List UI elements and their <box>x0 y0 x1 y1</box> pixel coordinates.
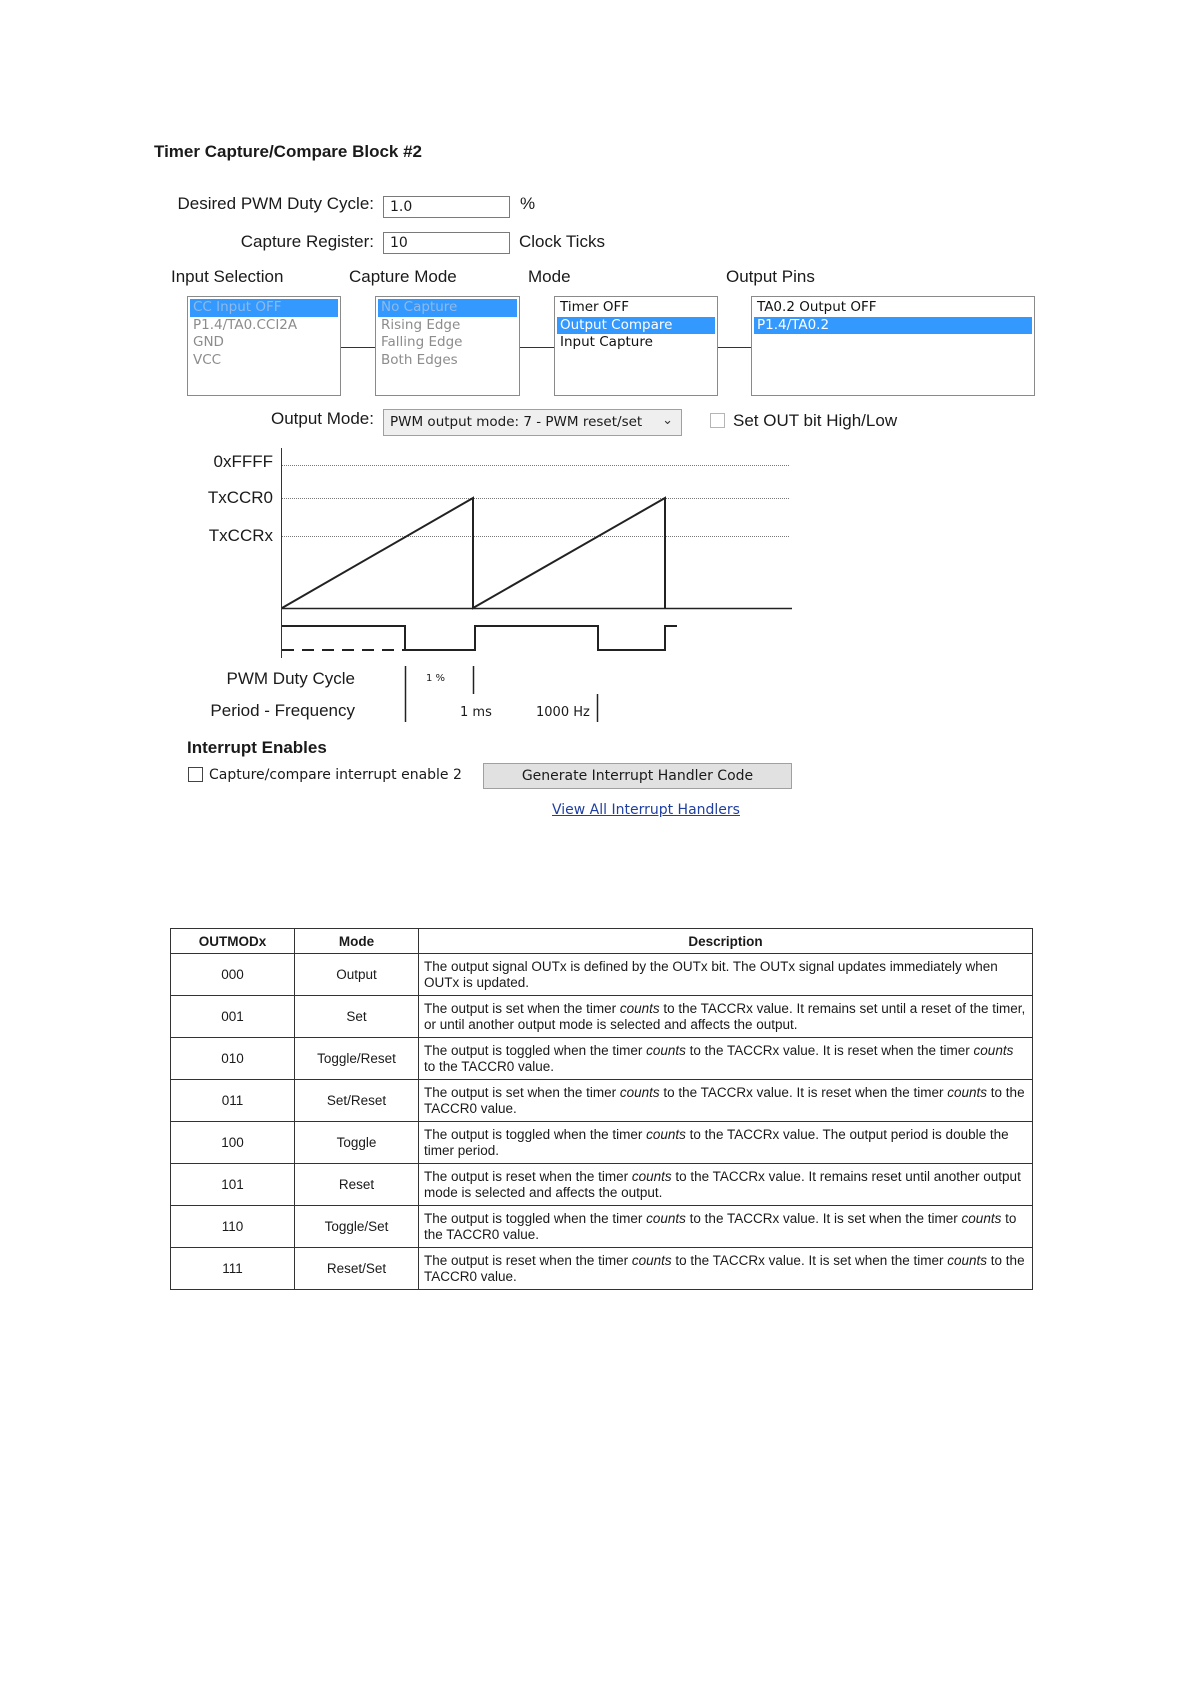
description-text: to the TACCRx value. It is set when the timer <box>671 1252 948 1268</box>
description-cell <box>419 1164 1033 1206</box>
description-cell <box>419 1122 1033 1164</box>
mode-cell: Output <box>295 954 419 996</box>
description-text: to the TACCRx value. It is reset when the timer <box>685 1042 974 1058</box>
table-row <box>171 1248 1033 1290</box>
interrupt-enable-checkbox[interactable] <box>188 767 203 782</box>
description-text: to the TACCRx value. It remains set until a reset of the timer, or until another output mode is selected and affects the output. <box>424 1000 1026 1032</box>
period-frequency-label: Period - Frequency <box>210 701 355 720</box>
table-row <box>171 1038 1033 1080</box>
interrupt-enables-title: Interrupt Enables <box>187 738 327 757</box>
mode-cell: Reset <box>295 1164 419 1206</box>
outmod-code-cell: 010 <box>171 1038 295 1080</box>
table-row <box>171 1080 1033 1122</box>
pwm-output-waveform <box>282 626 677 650</box>
description-text: to the TACCRx value. It is reset when the timer <box>659 1084 948 1100</box>
list-item[interactable]: Timer OFF <box>560 299 630 315</box>
capture-register-unit: Clock Ticks <box>519 232 605 251</box>
duty-cycle-label: Desired PWM Duty Cycle: <box>177 194 374 213</box>
description-text: The output is reset when the timer <box>424 1252 632 1268</box>
table-row <box>171 996 1033 1038</box>
emphasis-text: counts <box>947 1084 988 1100</box>
pwm-duty-cycle-value: 1 % <box>426 673 446 684</box>
emphasis-text: counts <box>947 1252 988 1268</box>
table-body <box>171 954 1033 1290</box>
outmod-code-cell: 001 <box>171 996 295 1038</box>
header-outmodx: OUTMODx <box>171 929 295 954</box>
list-item[interactable]: Input Capture <box>560 334 653 350</box>
list-item[interactable]: VCC <box>193 351 222 368</box>
table-row <box>171 1206 1033 1248</box>
list-item[interactable]: Both Edges <box>381 351 458 368</box>
emphasis-text: counts <box>619 1000 660 1016</box>
description-text: to the TACCR0 value. <box>424 1084 1025 1116</box>
period-value: 1 ms <box>460 705 492 720</box>
description-text: to the TACCRx value. The output period is double the timer period. <box>424 1126 1009 1158</box>
outmod-code-cell: 111 <box>171 1248 295 1290</box>
description-text: The output signal OUTx is defined by the OUTx bit. The OUTx signal updates immediately when OUTx is updated. <box>424 958 998 990</box>
description-text: The output is set when the timer <box>424 1000 620 1016</box>
outmod-table <box>170 928 1033 1290</box>
description-cell <box>419 1206 1033 1248</box>
pwm-duty-cycle-label: PWM Duty Cycle <box>226 669 355 688</box>
interrupt-enable-label: Capture/compare interrupt enable 2 <box>209 767 462 783</box>
table-row <box>171 954 1033 996</box>
mode-cell: Set <box>295 996 419 1038</box>
output-mode-label: Output Mode: <box>270 409 374 428</box>
capture-mode-label: Capture Mode <box>349 267 457 286</box>
outmod-code-cell: 011 <box>171 1080 295 1122</box>
description-cell <box>419 996 1033 1038</box>
mode-cell: Toggle/Set <box>295 1206 419 1248</box>
list-item[interactable]: P1.4/TA0.2 <box>754 317 1032 335</box>
list-item[interactable]: Rising Edge <box>381 316 461 333</box>
chevron-down-icon: ⌄ <box>662 413 673 428</box>
capture-register-label: Capture Register: <box>240 232 374 251</box>
mode-cell: Set/Reset <box>295 1080 419 1122</box>
view-all-interrupt-handlers-link[interactable]: View All Interrupt Handlers <box>552 802 740 818</box>
header-description: Description <box>419 929 1033 954</box>
generate-interrupt-handler-button[interactable]: Generate Interrupt Handler Code <box>483 763 792 789</box>
table-header-row <box>171 929 1033 954</box>
list-item[interactable]: No Capture <box>378 299 517 317</box>
emphasis-text: counts <box>646 1210 686 1226</box>
frequency-value: 1000 Hz <box>536 705 590 720</box>
description-cell <box>419 1080 1033 1122</box>
description-text: to the TACCRx value. It is set when the timer <box>685 1210 962 1226</box>
level-label-ccr0: TxCCR0 <box>207 488 273 507</box>
description-text: to the TACCR0 value. <box>424 1058 555 1074</box>
description-cell <box>419 954 1033 996</box>
mode-label: Mode <box>528 267 571 286</box>
list-item[interactable]: TA0.2 Output OFF <box>757 299 877 315</box>
description-text: The output is toggled when the timer <box>424 1042 647 1058</box>
description-cell <box>419 1248 1033 1290</box>
emphasis-text: counts <box>646 1042 686 1058</box>
duty-cycle-unit: % <box>520 194 536 213</box>
list-item[interactable]: GND <box>193 334 224 350</box>
emphasis-text: counts <box>973 1042 1014 1058</box>
output-mode-value: PWM output mode: 7 - PWM reset/set <box>390 414 643 430</box>
table-row <box>171 1122 1033 1164</box>
description-cell <box>419 1038 1033 1080</box>
header-mode: Mode <box>295 929 419 954</box>
emphasis-text: counts <box>631 1168 672 1184</box>
list-item[interactable]: Output Compare <box>557 317 715 335</box>
table-row <box>171 1164 1033 1206</box>
set-out-label: Set OUT bit High/Low <box>733 411 898 430</box>
emphasis-text: counts <box>961 1210 1002 1226</box>
input-selection-label: Input Selection <box>171 267 284 286</box>
mode-cell: Reset/Set <box>295 1248 419 1290</box>
outmod-code-cell: 000 <box>171 954 295 996</box>
output-pins-label: Output Pins <box>726 267 815 286</box>
capture-register-input[interactable]: 10 <box>383 232 510 254</box>
description-text: The output is set when the timer <box>424 1084 620 1100</box>
mode-cell: Toggle/Reset <box>295 1038 419 1080</box>
duty-cycle-input[interactable]: 1.0 <box>383 196 510 218</box>
outmod-code-cell: 110 <box>171 1206 295 1248</box>
block-title: Timer Capture/Compare Block #2 <box>154 142 422 161</box>
emphasis-text: counts <box>619 1084 660 1100</box>
description-text: to the TACCRx value. It remains reset until another output mode is selected and affects the output. <box>424 1168 1021 1200</box>
pwm-timing-diagram <box>0 0 1191 760</box>
description-text: to the TACCR0 value. <box>424 1252 1025 1284</box>
level-label-ffff: 0xFFFF <box>213 452 273 471</box>
outmod-code-cell: 101 <box>171 1164 295 1206</box>
list-item[interactable]: Falling Edge <box>381 334 463 350</box>
description-text: The output is toggled when the timer <box>424 1210 647 1226</box>
description-text: The output is toggled when the timer <box>424 1126 647 1142</box>
description-text: The output is reset when the timer <box>424 1168 632 1184</box>
level-label-ccrx: TxCCRx <box>208 526 273 545</box>
outmod-code-cell: 100 <box>171 1122 295 1164</box>
sawtooth-counter <box>282 498 665 608</box>
mode-cell: Toggle <box>295 1122 419 1164</box>
list-item[interactable]: P1.4/TA0.CCI2A <box>193 316 298 333</box>
description-text: to the TACCR0 value. <box>424 1210 1017 1242</box>
emphasis-text: counts <box>646 1126 686 1142</box>
list-item[interactable]: CC Input OFF <box>190 299 338 317</box>
emphasis-text: counts <box>631 1252 672 1268</box>
